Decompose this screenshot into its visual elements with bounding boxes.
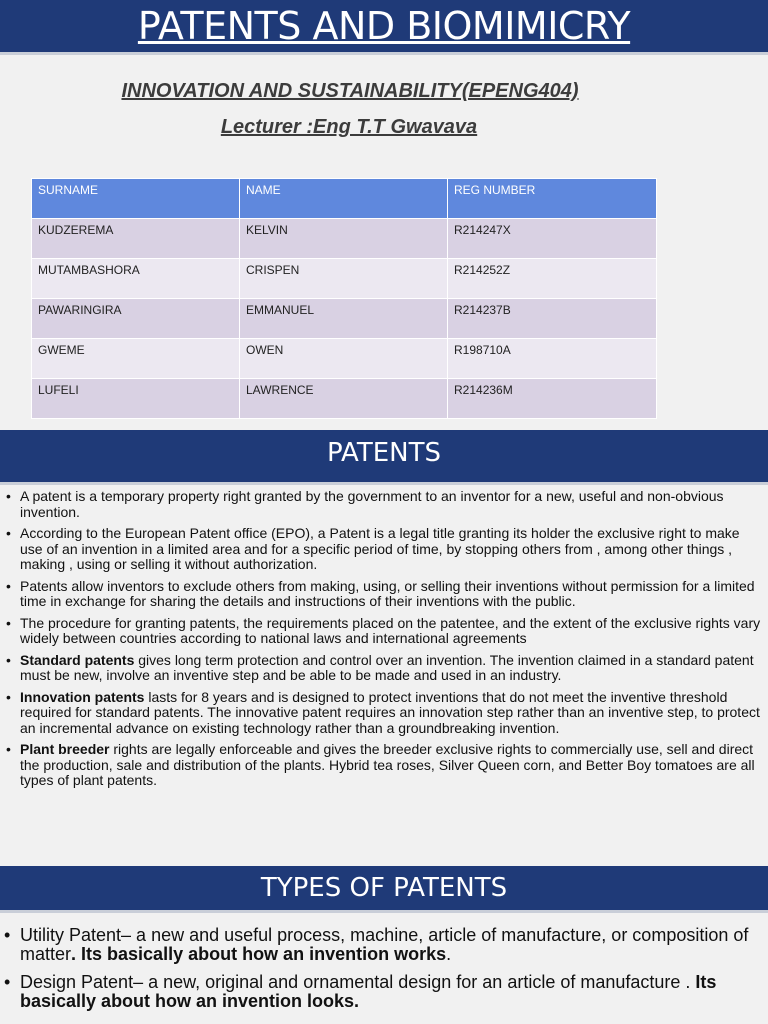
cell-name: EMMANUEL — [240, 299, 448, 339]
list-item: • A patent is a temporary property right granted by the government to an inventor for a new, useful and non-obvious invention. — [0, 489, 764, 520]
header-surname: SURNAME — [32, 179, 240, 219]
table-row — [32, 299, 657, 339]
list-item: • Standard patents gives long term protection and control over an invention. The invention claimed in a standard patent must be new, involve an inventive step and be able to be made and used in an industry. — [0, 653, 764, 684]
cell-reg-number: R198710A — [448, 339, 657, 379]
table-row — [32, 339, 657, 379]
list-item: • The procedure for granting patents, the requirements placed on the patentee, and the extent of the exclusive rights vary widely between countries according to national laws and international agreements — [0, 616, 764, 647]
patents-bullet-list — [0, 489, 764, 795]
slide-title: PATENTS — [327, 438, 441, 468]
list-item: • Innovation patents lasts for 8 years and is designed to protect inventions that do not meet the inventive threshold required for standard patents. The innovative patent requires an innovation step rather than an inventive step, to protect an incremental advance on existing technology rather than a groundbreaking invention. — [0, 690, 764, 737]
slide-title: PATENTS AND BIOMIMICRY — [137, 4, 631, 48]
cell-reg-number: R214247X — [448, 219, 657, 259]
bold-term: Innovation patents — [20, 688, 145, 705]
bold-term: Standard patents — [20, 651, 135, 668]
lecturer-subtitle: Lecturer :Eng T.T Gwavava — [220, 116, 478, 138]
types-bullet-list — [0, 926, 764, 1020]
cell-surname: LUFELI — [32, 379, 240, 419]
cell-name: OWEN — [240, 339, 448, 379]
table-row — [32, 219, 657, 259]
title-slide — [0, 0, 768, 430]
table-row — [32, 379, 657, 419]
header-name: NAME — [240, 179, 448, 219]
cell-surname: KUDZEREMA — [32, 219, 240, 259]
list-item: • According to the European Patent office (EPO), a Patent is a legal title granting its holder the exclusive right to make use of an invention in a limited area and for a specific period of time, by stopping others from , among other things , making , using or selling it without authorization. — [0, 526, 764, 573]
cell-surname: MUTAMBASHORA — [32, 259, 240, 299]
cell-name: KELVIN — [240, 219, 448, 259]
cell-reg-number: R214236M — [448, 379, 657, 419]
cell-name: CRISPEN — [240, 259, 448, 299]
bold-term: Plant breeder — [20, 741, 110, 757]
cell-reg-number: R214252Z — [448, 259, 657, 299]
types-of-patents-slide — [0, 866, 768, 1024]
title-band — [0, 0, 768, 55]
table-header-row — [32, 179, 657, 219]
bold-phrase: . Its basically about how an invention works — [71, 944, 447, 964]
list-item: • Utility Patent– a new and useful process, machine, article of manufacture, or composition of matter. Its basically about how an invention works. — [0, 926, 764, 964]
bold-phrase: Its basically about how an invention looks. — [20, 972, 717, 1011]
cell-surname: GWEME — [32, 339, 240, 379]
list-item: • Design Patent– a new, original and ornamental design for an article of manufacture . Its basically about how an invention looks. — [0, 973, 764, 1011]
table-row — [32, 259, 657, 299]
course-subtitle: INNOVATION AND SUSTAINABILITY(EPENG404) — [121, 80, 579, 102]
list-item: • Patents allow inventors to exclude others from making, using, or selling their inventions without permission for a limited time in exchange for sharing the details and instructions of their inventions with the public. — [0, 579, 764, 610]
cell-reg-number: R214237B — [448, 299, 657, 339]
list-item: • Plant breeder rights are legally enforceable and gives the breeder exclusive rights to commercially use, sell and direct the production, sale and distribution of the plants. Hybrid tea roses, Silver Queen corn, and Better Boy tomatoes are all types of plant patents. — [0, 742, 764, 789]
student-table — [31, 178, 657, 419]
slide-title: TYPES OF PATENTS — [260, 873, 508, 903]
cell-surname: PAWARINGIRA — [32, 299, 240, 339]
patents-title-band — [0, 430, 768, 485]
types-title-band — [0, 866, 768, 913]
cell-name: LAWRENCE — [240, 379, 448, 419]
header-reg-number: REG NUMBER — [448, 179, 657, 219]
patents-slide — [0, 430, 768, 866]
